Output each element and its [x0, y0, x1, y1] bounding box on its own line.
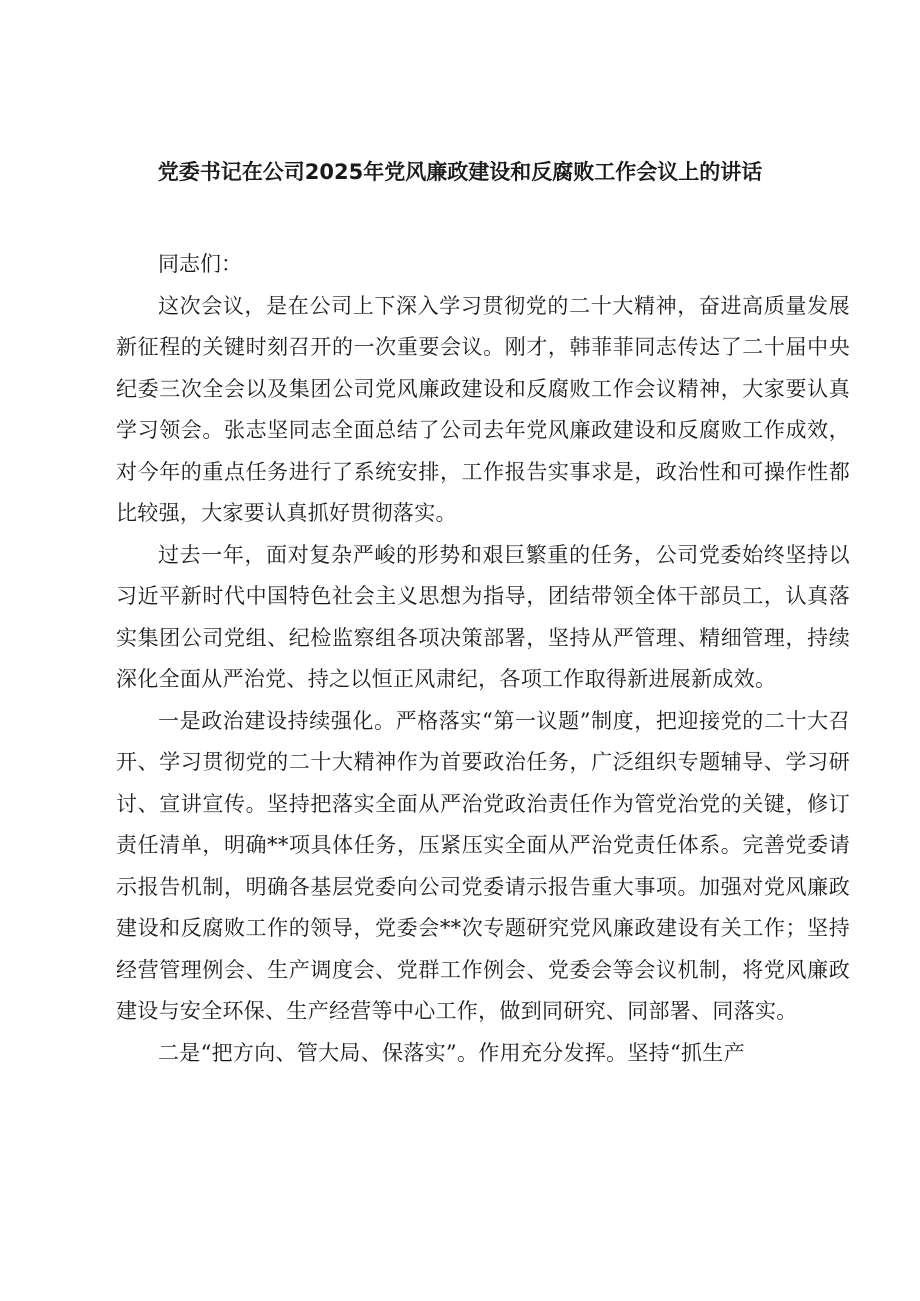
paragraph-political-building: 一是政治建设持续强化。严格落实“第一议题”制度，把迎接党的二十大召开、学习贯彻党的二十大精神作为首要政治任务，广泛组织专题辅导、学习研讨、宣讲宣传。坚持把落实全面从严治党政治责任作为管党治党的关键，修订责任清单，明确**项具体任务，压紧压实全面从严治党责任体系。完善党委请示报告机制，明确各基层党委向公司党委请示报告重大事项。加强对党风廉政建设和反腐败工作的领导，党委会**次专题研究党风廉政建设有关工作；坚持经营管理例会、生产调度会、党群工作例会、党委会等会议机制，将党风廉政建设与安全环保、生产经营等中心工作，做到同研究、同部署、同落实。: [116, 708, 850, 1023]
document-body: [116, 244, 850, 1074]
paragraph-direction: 二是“把方向、管大局、保落实”。作用充分发挥。坚持“抓生产: [158, 1040, 745, 1065]
paragraph-intro: 这次会议，是在公司上下深入学习贯彻党的二十大精神，奋进高质量发展新征程的关键时刻召开的一次重要会议。刚才，韩菲菲同志传达了二十届中央纪委三次全会以及集团公司党风廉政建设和反腐败工作会议精神，大家要认真学习领会。张志坚同志全面总结了公司去年党风廉政建设和反腐败工作成效，对今年的重点任务进行了系统安排，工作报告实事求是，政治性和可操作性都比较强，大家要认真抓好贯彻落实。: [116, 293, 850, 525]
greeting-line: 同志们：: [158, 252, 242, 276]
paragraph-past-year: 过去一年，面对复杂严峻的形势和艰巨繁重的任务，公司党委始终坚持以习近平新时代中国特色社会主义思想为指导，团结带领全体干部员工，认真落实集团公司党组、纪检监察组各项决策部署，坚持从严管理、精细管理，持续深化全面从严治党、持之以恒正风肃纪，各项工作取得新进展新成效。: [116, 542, 850, 691]
document-title: 党委书记在公司2025年党风廉政建设和反腐败工作会议上的讲话: [157, 160, 763, 184]
